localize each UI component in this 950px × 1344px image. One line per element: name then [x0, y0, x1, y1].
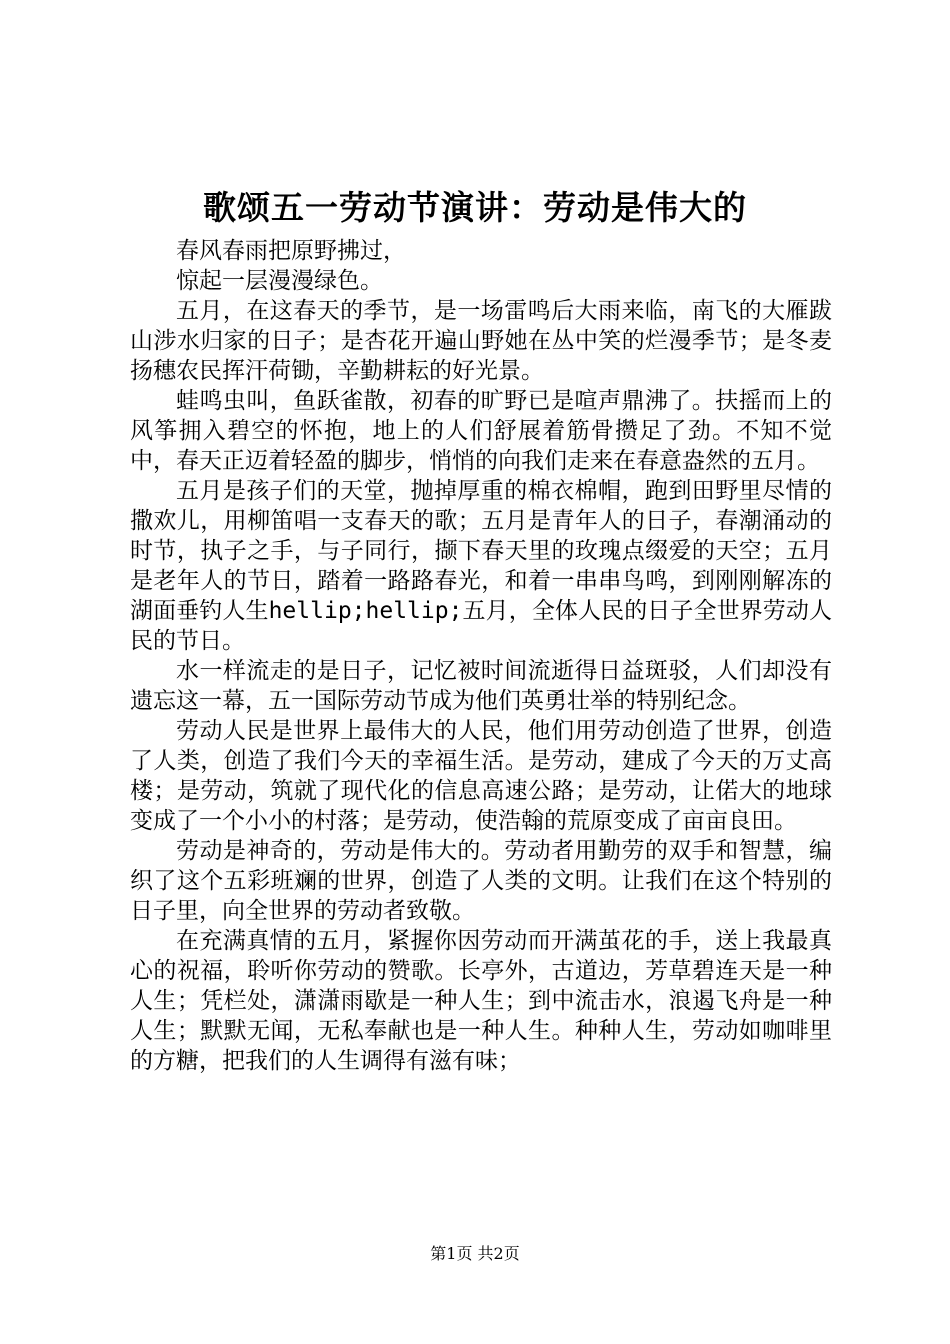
paragraph: 五月是孩子们的天堂，抛掉厚重的棉衣棉帽，跑到田野里尽情的撒欢儿，用柳笛唱一支春天的歌；五月是青年人的日子，春潮涌动的时节，执子之手，与子同行，撷下春天里的玫瑰点缀爱的天空；五月是老年人的节日，踏着一路路春光，和着一串串鸟鸣，到刚刚解冻的湖面垂钓人生hellip;hellip;五月，全体人民的日子全世界劳动人民的节日。	[130, 478, 832, 654]
page-title: 歌颂五一劳动节演讲：劳动是伟大的	[203, 188, 747, 227]
paragraph: 水一样流走的是日子，记忆被时间流逝得日益斑驳，人们却没有遗忘这一幕，五一国际劳动节成为他们英勇壮举的特别纪念。	[130, 658, 832, 714]
page-number-footer: 第1页 共2页	[430, 1244, 520, 1263]
paragraph: 蛙鸣虫叫，鱼跃雀散，初春的旷野已是喧声鼎沸了。扶摇而上的风筝拥入碧空的怀抱，地上的人们舒展着筋骨攒足了劲。不知不觉中，春天正迈着轻盈的脚步，悄悄的向我们走来在春意盎然的五月。	[130, 388, 832, 474]
paragraph: 在充满真情的五月，紧握你因劳动而开满茧花的手，送上我最真心的祝福，聆听你劳动的赞歌。长亭外，古道边，芳草碧连天是一种人生；凭栏处，潇潇雨歇是一种人生；到中流击水，浪遏飞舟是一种人生；默默无闻，无私奉献也是一种人生。种种人生，劳动如咖啡里的方糖，把我们的人生调得有滋有味；	[130, 928, 832, 1074]
paragraph: 惊起一层漫漫绿色。	[176, 268, 383, 294]
body-text	[130, 236, 832, 1076]
paragraph: 五月，在这春天的季节，是一场雷鸣后大雨来临，南飞的大雁跋山涉水归家的日子；是杏花开遍山野她在丛中笑的烂漫季节；是冬麦扬穗农民挥汗荷锄，辛勤耕耘的好光景。	[130, 298, 832, 384]
paragraph: 劳动是神奇的，劳动是伟大的。劳动者用勤劳的双手和智慧，编织了这个五彩班斓的世界，创造了人类的文明。让我们在这个特别的日子里，向全世界的劳动者致敬。	[130, 838, 832, 924]
paragraph: 春风春雨把原野拂过，	[176, 238, 406, 264]
paragraph: 劳动人民是世界上最伟大的人民，他们用劳动创造了世界，创造了人类，创造了我们今天的幸福生活。是劳动，建成了今天的万丈高楼；是劳动，筑就了现代化的信息高速公路；是劳动，让偌大的地球变成了一个小小的村落；是劳动，使浩翰的荒原变成了亩亩良田。	[130, 718, 832, 834]
